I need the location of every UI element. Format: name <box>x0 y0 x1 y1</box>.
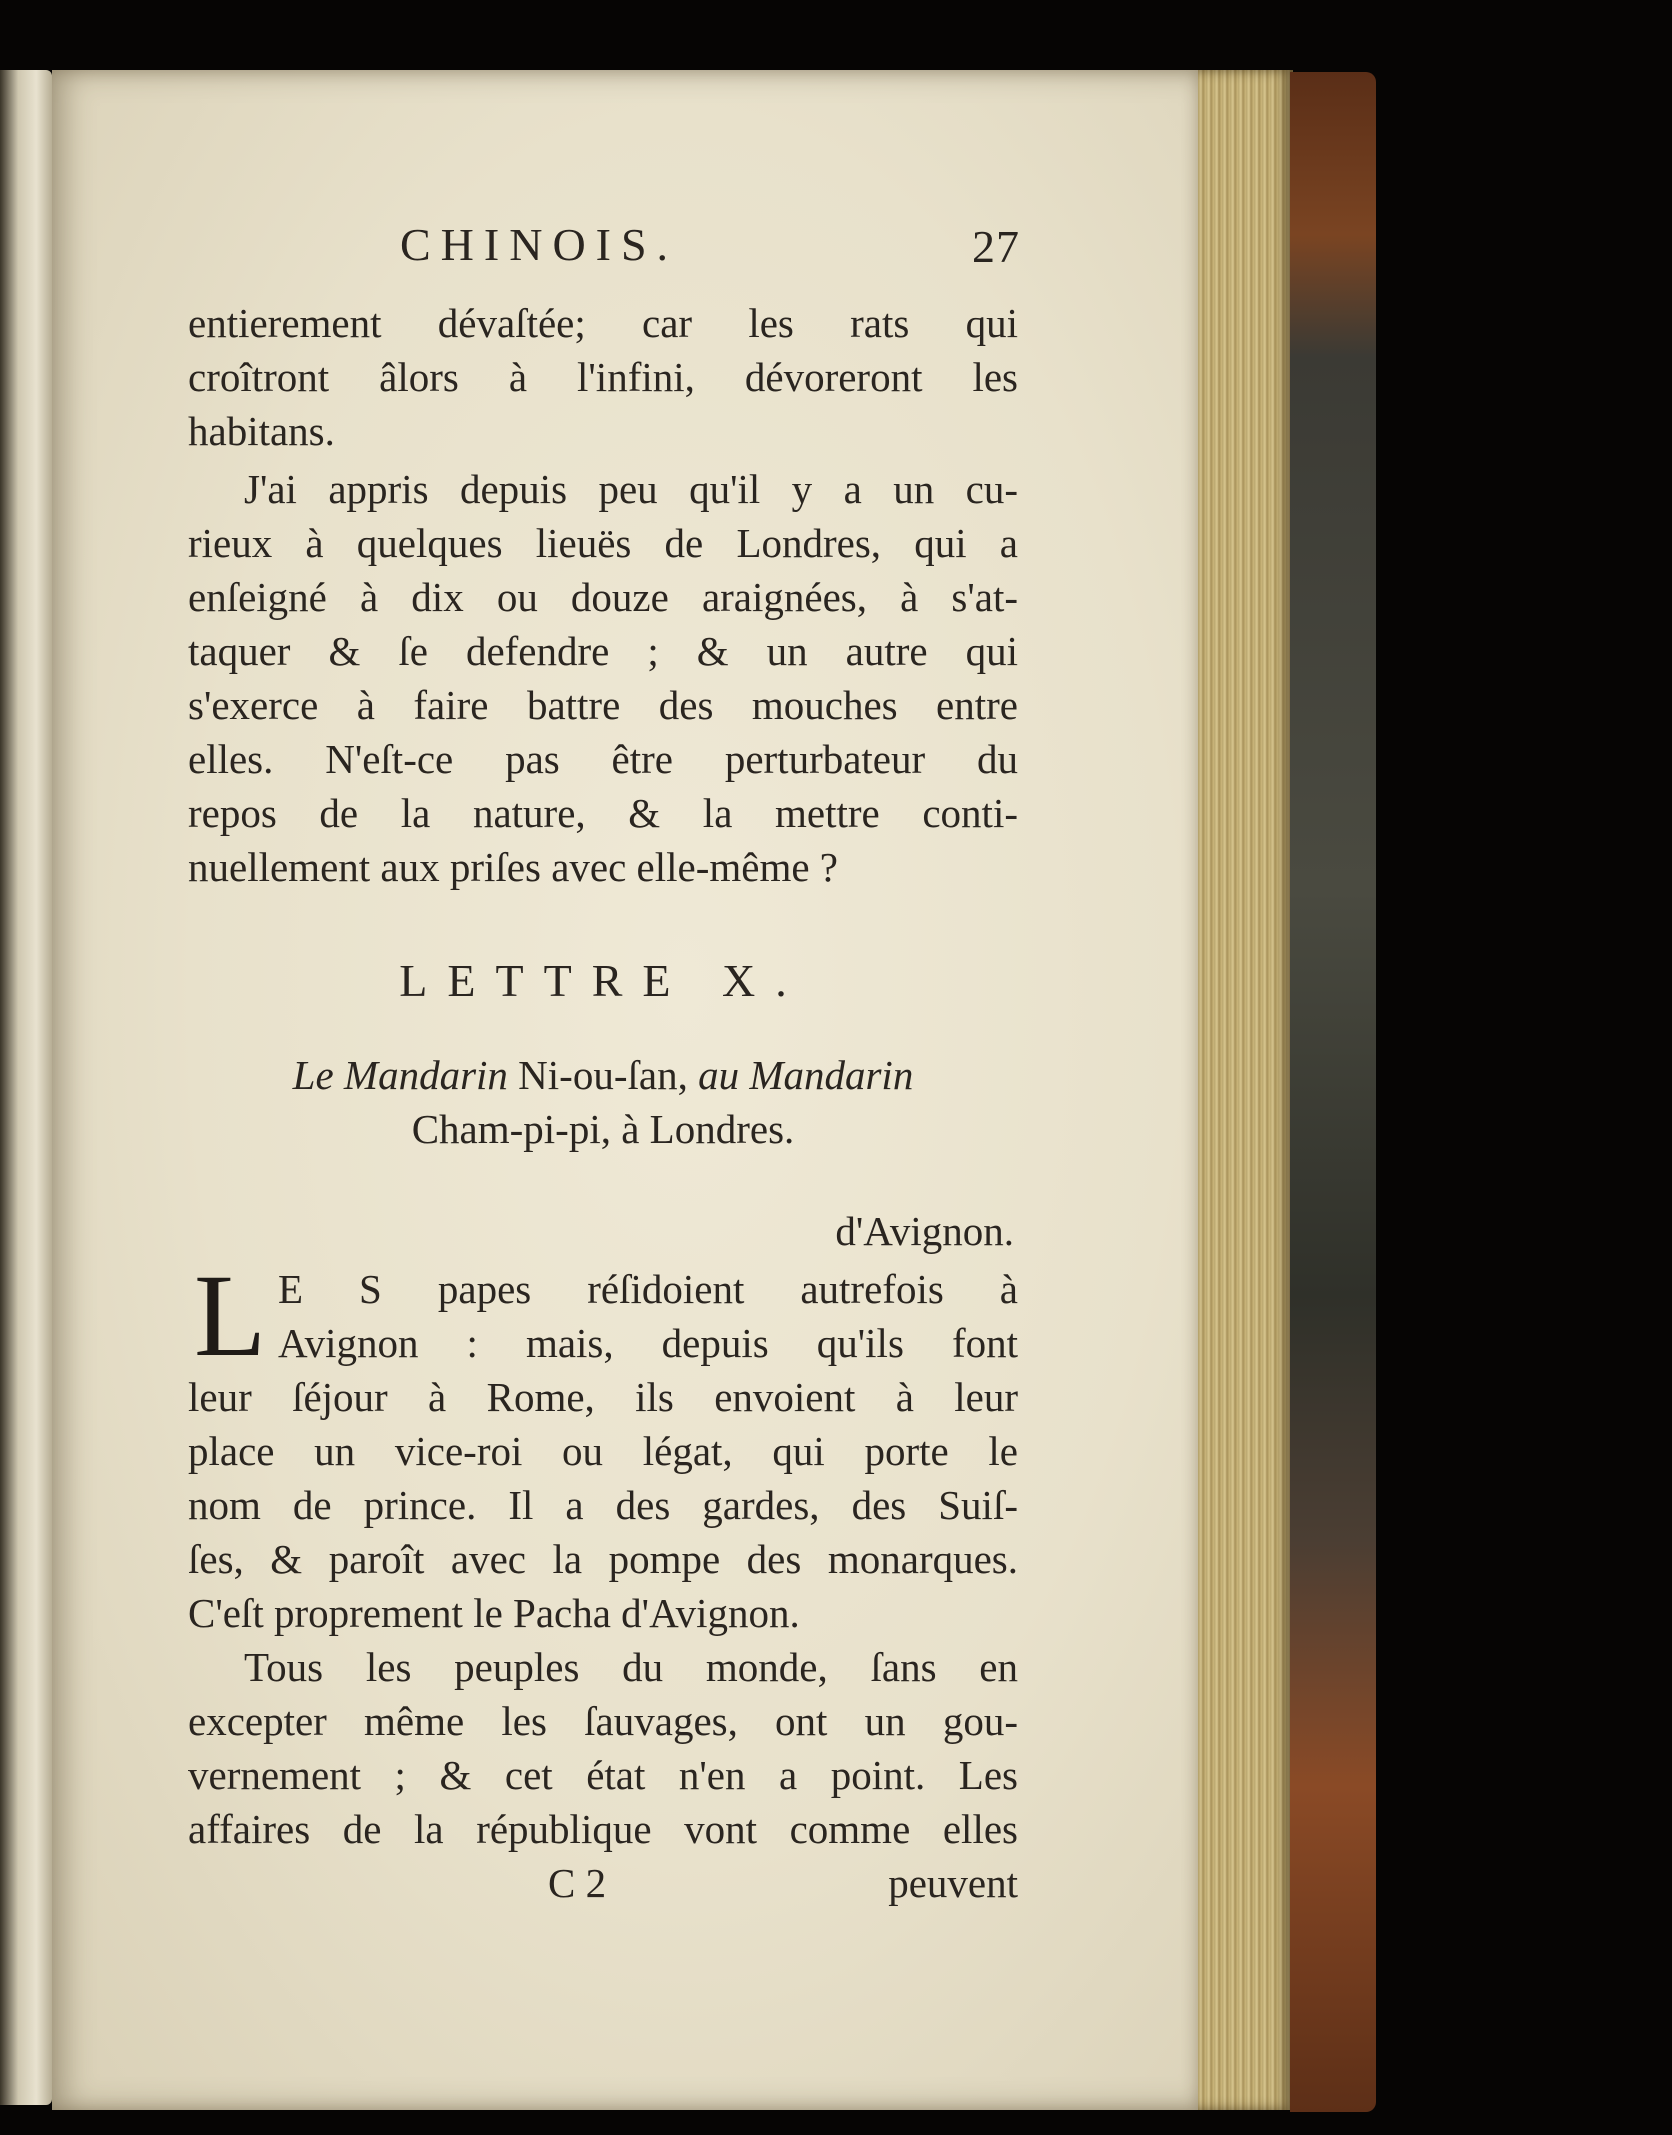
page-footer <box>188 1856 1018 1910</box>
text-line: habitans. <box>188 408 335 454</box>
page-text <box>188 296 1018 1910</box>
text-line: rieux à quelques lieuës de Londres, qui a <box>188 520 1018 566</box>
page-edges <box>1198 70 1293 2110</box>
signature-mark: C 2 <box>548 1860 607 1906</box>
addressee-part: Ni-ou-ſan, <box>518 1052 688 1098</box>
book-cover <box>1290 72 1376 2112</box>
letter-heading: LETTRE X. <box>399 955 807 1006</box>
text-line: Tous les peuples du monde, ſans en <box>244 1644 1018 1690</box>
text-line: C'eſt proprement le Pacha d'Avignon. <box>188 1590 800 1636</box>
text-line: affaires de la république vont comme elles <box>188 1806 1018 1852</box>
catchword: peuvent <box>888 1860 1018 1906</box>
addressee-part: Mandarin <box>749 1052 914 1098</box>
text-line: J'ai appris depuis peu qu'il y a un cu- <box>244 466 1018 512</box>
text-line: leur ſéjour à Rome, ils envoient à leur <box>188 1374 1018 1420</box>
text-line: vernement ; & cet état n'en a point. Les <box>188 1752 1018 1798</box>
addressee-part: au <box>698 1052 740 1098</box>
text-line: s'exerce à faire battre des mouches entre <box>188 682 1018 728</box>
facing-page-edge <box>0 70 52 2105</box>
running-header <box>400 218 1020 278</box>
text-line: taquer & ſe defendre ; & un autre qui <box>188 628 1018 674</box>
text-line: nuellement aux priſes avec elle-même ? <box>188 844 838 890</box>
drop-cap: L <box>194 1250 267 1381</box>
text-line: E S papes réſidoient autrefois à <box>278 1266 1018 1312</box>
text-line: enſeigné à dix ou douze araignées, à s'at- <box>188 574 1018 620</box>
text-line: excepter même les ſauvages, ont un gou- <box>188 1698 1018 1744</box>
text-line: croîtront âlors à l'infini, dévoreront les <box>188 354 1018 400</box>
letter-addressee <box>188 1048 1018 1102</box>
drop-cap-paragraph <box>188 1250 1018 1381</box>
running-title: CHINOIS. <box>400 219 679 270</box>
letter-addressee-line2: Cham-pi-pi, à Londres. <box>411 1106 795 1152</box>
text-line: Avignon : mais, depuis qu'ils font <box>278 1320 1018 1366</box>
text-line: nom de prince. Il a des gardes, des Suiſ- <box>188 1482 1018 1528</box>
text-line: ſes, & paroît avec la pompe des monarques. <box>188 1536 1018 1582</box>
text-line: entierement dévaſtée; car les rats qui <box>188 300 1018 346</box>
text-line: elles. N'eſt-ce pas être perturbateur du <box>188 736 1018 782</box>
addressee-part: Le Mandarin <box>292 1052 508 1098</box>
letter-place: d'Avignon. <box>835 1208 1014 1254</box>
page-number: 27 <box>972 221 1020 272</box>
text-line: place un vice-roi ou légat, qui porte le <box>188 1428 1018 1474</box>
text-line: repos de la nature, & la mettre conti- <box>188 790 1018 836</box>
